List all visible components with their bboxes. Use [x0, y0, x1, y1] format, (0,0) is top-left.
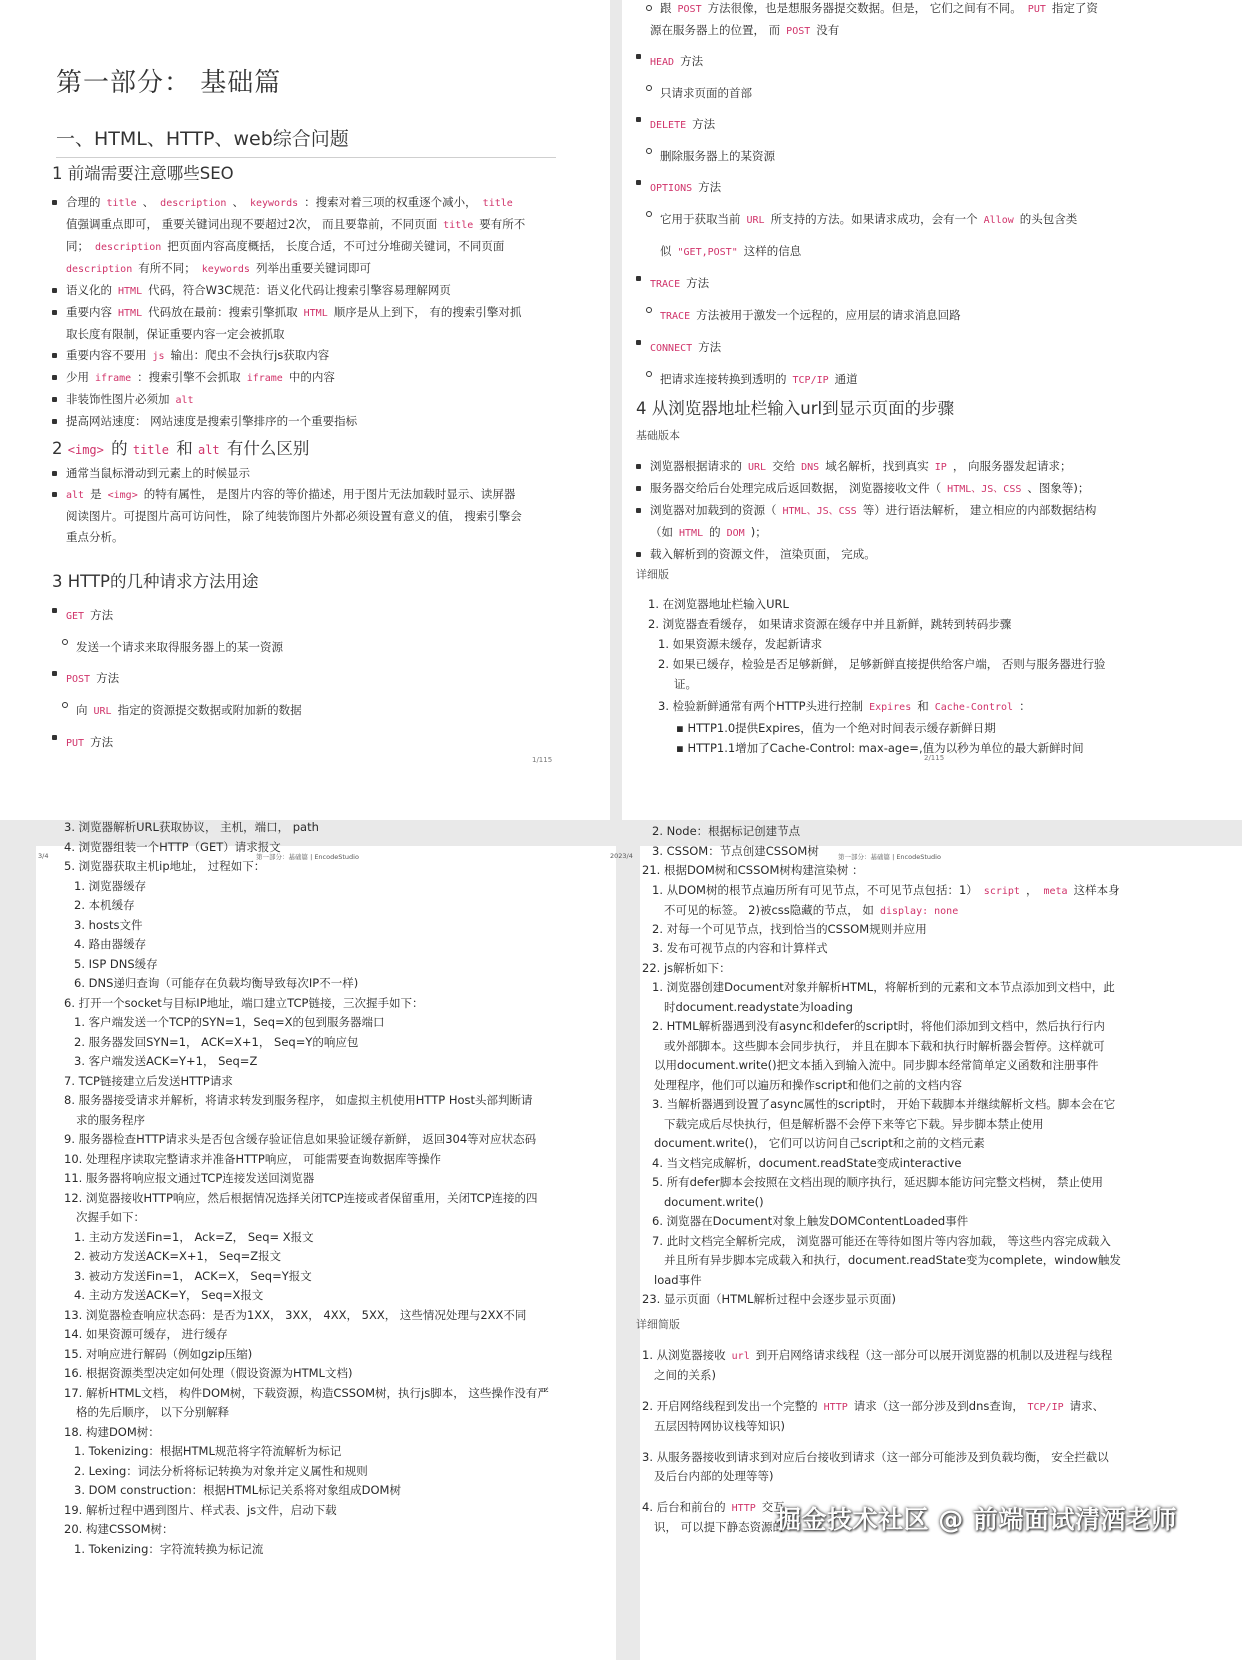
step-line: 20. 构建CSSOM树：	[64, 1522, 174, 1536]
step-line: document.write()， 它们可以访问自己script和之前的文档元素	[654, 1136, 985, 1150]
text-run: 方法	[698, 340, 722, 354]
step-line: 4. 路由器缓存	[74, 937, 147, 951]
text-run: 交给	[772, 459, 796, 473]
page-date: 3/4	[38, 852, 49, 860]
text-run: ，	[1025, 882, 1038, 897]
text-run: ， 向服务器发起请求；	[952, 459, 1072, 473]
list-item	[634, 364, 1224, 396]
section-heading-url: 4 从浏览器地址栏输入url到显示页面的步骤	[636, 399, 955, 418]
basic-version-label: 基础版本	[636, 429, 680, 442]
step-line: 6. DNS递归查询（可能存在负载均衡导致每次IP不一样)	[74, 976, 359, 990]
code-token: TRACE	[650, 279, 687, 290]
list-item	[50, 506, 570, 527]
step-line: 5. 所有defer脚本会按照在文档出现的顺序执行，延迟脚本能访问完整文档树， 禁止使用	[652, 1175, 1104, 1189]
step-line: 3. 当解析器遇到设置了async属性的script时， 开始下载脚本并继续解析文档。脚本会在它	[652, 1097, 1116, 1111]
list-item	[50, 236, 570, 258]
step-line: 处理程序，他们可以遍历和操作script和他们之前的文档内容	[654, 1077, 963, 1092]
text-run: 1. 从DOM树的根节点遍历所有可见节点，不可见节点包括：1）	[652, 882, 978, 897]
list-item	[50, 367, 570, 389]
code-token: display: none	[873, 906, 959, 917]
step-line: 次握手如下：	[76, 1210, 145, 1224]
text-run: 、	[142, 195, 155, 209]
code-token: keywords	[195, 264, 256, 275]
code-token: description	[89, 242, 168, 253]
list-item	[50, 258, 570, 280]
detail-step: 1. 在浏览器地址栏输入URL	[648, 597, 789, 611]
page-number: 1/115	[532, 756, 553, 764]
detail-step: 1. 如果资源未缓存，发起新请求	[658, 637, 823, 651]
step-line: 3. 浏览器解析URL获取协议， 主机，端口， path	[64, 820, 319, 834]
text-run: 中的内容	[288, 370, 335, 384]
text-run: 浏览器对加载到的资源（	[650, 503, 777, 517]
step-line: 并且所有异步脚本完成载入和执行，document.readState变为complete，window触发	[664, 1253, 1121, 1267]
brief-line	[634, 1448, 1234, 1467]
step: 21. 根据DOM树和CSSOM树构建渲染树 ：	[642, 863, 864, 877]
img-attr-list	[50, 463, 570, 548]
code-token: DELETE	[650, 120, 693, 131]
step-line: 以用document.write()把文本插入到输入流中。同步脚本经常简单定义函数和注册事件	[654, 1058, 1099, 1072]
list-item	[634, 478, 1224, 500]
list-item	[634, 500, 1224, 522]
list-item	[50, 192, 570, 214]
step-line: 11. 服务器将响应报文通过TCP连接发送回浏览器	[64, 1171, 315, 1185]
text-run: 方法很像，也是想服务器提交数据。但是， 它们之间有不同。	[707, 1, 1022, 15]
text-run: 有什么区别	[226, 439, 310, 458]
list-item	[50, 484, 570, 506]
text-run: 有所不同；	[138, 261, 196, 275]
list-item	[50, 389, 570, 411]
step-line: 23. 显示页面（HTML解析过程中会逐步显示页面)	[642, 1292, 896, 1306]
code-token: GET	[66, 611, 91, 622]
code-token: keywords	[243, 198, 305, 209]
step	[630, 901, 1230, 922]
step-line: 3. hosts文件	[74, 917, 143, 932]
step-line: 7. TCP链接建立后发送HTTP请求	[64, 1073, 233, 1088]
step-line: load事件	[654, 1272, 702, 1287]
code-token: Allow	[977, 215, 1020, 226]
code-token: HEAD	[650, 57, 681, 68]
step-line: 2. 对每一个可见节点，找到恰当的CSSOM规则并应用	[652, 921, 927, 936]
text-run: 取长度有限制，保证重要内容一定会被抓取	[66, 327, 285, 341]
text-run: 2	[52, 439, 68, 458]
code-token: HTML	[112, 286, 149, 297]
text-run: 的	[709, 525, 721, 539]
list-item	[634, 141, 1224, 172]
document-page-2	[622, 0, 1242, 820]
running-header: 第一部分：基础篇 | EncodeStudio	[838, 853, 941, 861]
text-run: 提高网站速度： 网站速度是搜索引擎排序的一个重要指标	[66, 414, 358, 428]
brief-line	[634, 1467, 1234, 1486]
step-line: 3. 客户端发送ACK=Y+1， Seq=Z	[74, 1054, 258, 1068]
step-line: 9. 服务器检查HTTP请求头是否包含缓存验证信息如果验证缓存新鲜， 返回304等对应状态码	[64, 1132, 537, 1146]
text-run: 源在服务器上的位置， 而	[650, 23, 781, 37]
cache-heading	[636, 696, 1226, 718]
code-token: title	[476, 198, 513, 209]
step-line: 格的先后顺序， 以下分别解释	[76, 1405, 230, 1419]
step-line: 2. HTML解析器遇到没有async和defer的script时，将他们添加到文档中，然后执行行内	[652, 1019, 1105, 1033]
section-heading-img	[52, 435, 309, 459]
code-token: URL	[87, 706, 118, 717]
list-item	[50, 280, 570, 302]
step-line: 4. 当文档完成解析，document.readState变成interactive	[652, 1155, 962, 1170]
list-item	[50, 663, 570, 695]
code-token: <img>	[101, 490, 144, 501]
list-item	[50, 345, 570, 367]
text-run: 代码放在最前：搜索引擎抓取	[148, 305, 298, 319]
code-token: script	[977, 885, 1026, 897]
text-run: 通常当鼠标滑动到元素上的时候显示	[66, 466, 250, 480]
list-item	[50, 727, 570, 759]
code-token: alt	[169, 395, 194, 406]
step-line: 求的服务程序	[76, 1112, 145, 1127]
text-run: 要有所不	[479, 217, 526, 231]
brief-line	[634, 1346, 1234, 1366]
code-token: alt	[66, 490, 91, 501]
code-token: HTTP	[725, 1503, 762, 1514]
detail-step: 证。	[674, 677, 697, 691]
text-run: 服务器交给后台处理完成后返回数据， 浏览器接收文件（	[650, 481, 942, 495]
step-line: 16. 根据资源类型决定如何处理（假设资源为HTML文档)	[64, 1366, 353, 1380]
text-run: 3. 检验新鲜通常有两个HTTP头进行控制	[658, 699, 864, 713]
code-token: POST	[780, 26, 817, 37]
text-run: 阅读图片。可提图片高可访问性， 除了纯装饰图片外都必须设置有意义的值， 搜索引擎会	[66, 509, 522, 523]
text-run: 方法	[692, 117, 716, 131]
code-token: "GET,POST"	[671, 247, 744, 258]
step-line: 15. 对响应进行解码（例如gzip压缩)	[64, 1346, 253, 1361]
text-run: 请求、	[1069, 1399, 1105, 1413]
step-line: 6. 打开一个socket与目标IP地址，端口建立TCP链接，三次握手如下：	[64, 995, 424, 1010]
step-line: 2. 被动方发送ACK=X+1， Seq=Z报文	[74, 1249, 282, 1263]
detail-step: 2. 浏览器查看缓存， 如果请求资源在缓存中并且新鲜，跳转到转码步骤	[648, 617, 1012, 631]
code-token: iframe	[240, 373, 289, 384]
text-run: 方法	[686, 276, 710, 290]
part-title: 第一部分： 基础篇	[56, 68, 282, 98]
text-run: 只请求页面的首部	[660, 86, 752, 100]
text-run: 指定了资	[1051, 1, 1098, 15]
text-run: 值强调重点即可， 重要关键词出现不要超过2次， 而且要靠前，不同页面	[66, 217, 438, 231]
detail-version-label: 详细版	[636, 568, 669, 581]
text-run: 及后台内部的处理等等)	[654, 1469, 774, 1483]
http-method-list-cont	[634, 46, 1224, 396]
text-run: 所支持的方法。如果请求成功，会有一个	[770, 212, 978, 226]
section-heading-http: 3 HTTP的几种请求方法用途	[52, 572, 259, 591]
step-line: 22. js解析如下：	[642, 960, 731, 975]
cache-item: ▪ HTTP1.0提供Expires，值为一个绝对时间表示缓存新鲜日期	[676, 721, 996, 735]
code-token: iframe	[89, 373, 138, 384]
text-run: （如	[650, 525, 673, 539]
text-run: 4. 后台和前台的	[642, 1500, 726, 1514]
text-run: 的特有属性， 是图片内容的等价描述，用于图片无法加载时显示、读屏器	[143, 487, 516, 501]
text-run: 没有	[816, 23, 840, 37]
step-line: 19. 解析过程中遇到图片、样式表、js文件，启动下载	[64, 1502, 337, 1517]
code-token: TCP/IP	[1027, 1402, 1070, 1413]
text-run: 通道	[834, 372, 858, 386]
list-item	[634, 46, 1224, 78]
brief-version-label: 详细简版	[636, 1318, 680, 1331]
step: 2. Node：根据标记创建节点	[652, 824, 801, 838]
step-line: 12. 浏览器接收HTTP响应，然后根据情况选择关闭TCP连接或者保留重用，关闭TCP连接的四	[64, 1190, 538, 1205]
text-run: 输出：爬虫不会执行js获取内容	[170, 348, 330, 362]
text-run: 把页面内容高度概括， 长度合适，不可过分堆砌关键词，不同页面	[167, 239, 505, 253]
step-line: 6. 浏览器在Document对象上触发DOMContentLoaded事件	[652, 1214, 969, 1228]
list-item	[634, 0, 1224, 20]
page-number: 2/115	[924, 754, 945, 762]
step: 3. CSSOM：节点创建CSSOM树	[652, 843, 819, 858]
text-run: 向	[76, 703, 88, 717]
code-token: TRACE	[660, 311, 697, 322]
text-run: 发送一个请求来取得服务器上的某一资源	[76, 640, 283, 654]
text-run: 之间的关系)	[654, 1368, 716, 1382]
code-token: DOM	[720, 528, 751, 539]
text-run: 合理的	[66, 195, 101, 209]
step-line: 4. 主动方发送ACK=Y， Seq=X报文	[74, 1288, 264, 1302]
text-run: 少用	[66, 370, 89, 384]
code-token: POST	[66, 674, 97, 685]
brief-line	[634, 1397, 1234, 1417]
text-run: 跟	[660, 1, 672, 15]
code-token: OPTIONS	[650, 183, 699, 194]
list-item	[634, 522, 1224, 544]
text-run: 语义化的	[66, 283, 112, 297]
list-item	[50, 411, 570, 432]
list-item	[634, 544, 1224, 564]
code-token: POST	[671, 4, 708, 15]
code-token: meta	[1037, 885, 1074, 897]
text-run: 不可见的标签。 2)被css隐藏的节点， 如	[664, 903, 874, 917]
chapter-title: 一、HTML、HTTP、web综合问题	[56, 124, 556, 158]
code-token: <img>	[67, 443, 112, 457]
step-line: 1. 主动方发送Fin=1， Ack=Z， Seq= X报文	[74, 1229, 314, 1244]
code-token: js	[146, 351, 171, 362]
code-token: IP	[928, 462, 953, 473]
text-run: 等）进行语法解析， 建立相应的内部数据结构	[862, 503, 1097, 517]
code-token: title	[437, 220, 480, 231]
text-run: 重要内容	[66, 305, 112, 319]
list-item	[634, 332, 1224, 364]
code-token: PUT	[1021, 4, 1052, 15]
list-item	[50, 695, 570, 727]
text-run: 指定的资源提交数据或附加新的数据	[117, 703, 302, 717]
code-token: HTML、JS、CSS	[776, 506, 863, 517]
code-token: HTTP	[817, 1402, 854, 1413]
step-line: 14. 如果资源可缓存， 进行缓存	[64, 1327, 228, 1341]
step-line: document.write()	[664, 1194, 764, 1209]
code-token: url	[725, 1351, 756, 1362]
text-run: 载入解析到的资源文件， 渲染页面， 完成。	[650, 547, 876, 561]
text-run: 同；	[66, 239, 89, 253]
step-line: 10. 处理程序读取完整请求并准备HTTP响应， 可能需要查询数据库等操作	[64, 1151, 442, 1166]
code-token: title	[132, 443, 177, 457]
text-run: 重要内容不要用	[66, 348, 147, 362]
text-run: 、	[232, 195, 244, 209]
step-line: 7. 此时文档完全解析完成， 浏览器可能还在等待如图片等内容加载， 等这些内容完成载入	[652, 1233, 1111, 1248]
step-line: 17. 解析HTML文档， 构件DOM树，下载资源，构造CSSOM树，执行js脚本， 这些操作没有严	[64, 1385, 549, 1400]
code-token: HTML	[297, 308, 334, 319]
text-run: )；	[750, 525, 767, 539]
text-run: 删除服务器上的某资源	[660, 149, 775, 163]
step-line: 2. 本机缓存	[74, 898, 135, 912]
text-run: 代码，符合W3C规范：语义化代码让搜索引擎容易理解网页	[148, 283, 451, 297]
code-token: Expires	[863, 702, 918, 713]
text-run: 3. 从服务器接收到请求到对应后台接收到请求（这一部分可能涉及到负载均衡， 安全拦截以	[642, 1450, 1109, 1464]
step-line: 时document.readystate为loading	[664, 999, 853, 1014]
text-run: 的头包含类	[1019, 212, 1078, 226]
text-run: 到开启网络请求线程（这一部分可以展开浏览器的机制以及进程与线程	[755, 1348, 1113, 1362]
text-run: 列举出重要关键词即可	[255, 261, 371, 275]
text-run: 方法	[96, 671, 120, 685]
text-run: 方法	[698, 180, 722, 194]
list-item	[50, 527, 570, 548]
step-line: 3. DOM construction：根据HTML标记关系将对象组成DOM树	[74, 1483, 401, 1497]
list-item	[50, 600, 570, 632]
js-steps	[630, 920, 1230, 1310]
code-token: description	[66, 264, 139, 275]
code-token: HTML	[112, 308, 149, 319]
list-item	[634, 204, 1224, 236]
list-item	[634, 268, 1224, 300]
step-line: 3. 发布可视节点的内容和计算样式	[652, 941, 828, 955]
text-run: 请求（这一部分涉及到dns查询，	[853, 1399, 1028, 1413]
text-run: 域名解析，找到真实	[825, 459, 929, 473]
detail-steps	[636, 594, 1226, 758]
step	[630, 881, 1230, 902]
detail-step: 2. 如果已缓存，检验是否足够新鲜， 足够新鲜直接提供给客户端， 否则与服务器进行验	[658, 657, 1106, 671]
brief-line	[634, 1366, 1234, 1385]
step-line: 1. Tokenizing：根据HTML规范将字符流解析为标记	[74, 1444, 342, 1458]
step-line: 1. 客户端发送一个TCP的SYN=1，Seq=X的包到服务器端口	[74, 1015, 385, 1029]
text-run: 方法被用于激发一个远程的，应用层的请求消息回路	[696, 308, 961, 322]
text-run: 这样本身	[1073, 882, 1120, 897]
list-item	[50, 302, 570, 324]
list-item	[634, 20, 1224, 42]
text-run: 这样的信息	[743, 244, 802, 258]
list-item	[634, 456, 1224, 478]
page-date: 2023/4	[610, 852, 633, 860]
text-run: 方法	[90, 735, 114, 749]
list-item	[50, 214, 570, 236]
code-token: CONNECT	[650, 343, 699, 354]
document-page-3	[36, 820, 616, 1660]
text-run: 它用于获取当前	[660, 212, 741, 226]
running-header: 第一部分：基础篇 | EncodeStudio	[256, 853, 359, 861]
step-line: 2. 服务器发回SYN=1， ACK=X+1， Seq=Y的响应包	[74, 1034, 359, 1049]
code-token: description	[154, 198, 233, 209]
list-item	[634, 300, 1224, 332]
put-desc-list	[634, 0, 1224, 42]
section-heading-seo: 1 前端需要注意哪些SEO	[52, 164, 234, 183]
document-page-1	[0, 0, 610, 820]
code-token: DNS	[795, 462, 826, 473]
text-run: 交互	[761, 1500, 785, 1514]
cache-item: ▪ HTTP1.1增加了Cache-Control: max-age=,值为以秒为单位的最大新鲜时间	[676, 741, 1084, 755]
code-token: Cache-Control	[928, 702, 1020, 713]
steps-list	[52, 818, 612, 1559]
text-run: 的	[111, 439, 133, 458]
code-token: PUT	[66, 738, 91, 749]
text-run: 1. 从浏览器接收	[642, 1348, 726, 1362]
code-token: URL	[740, 215, 771, 226]
code-token: HTML、JS、CSS	[941, 484, 1028, 495]
step-line: 1. 浏览器创建Document对象并解析HTML，将解析到的元素和文本节点添加到文档中，此	[652, 980, 1115, 994]
text-run: 把请求连接转换到透明的	[660, 372, 787, 386]
list-item	[50, 463, 570, 484]
text-run: ：搜索引擎不会抓取	[137, 370, 241, 384]
step-line: 3. 被动方发送Fin=1， ACK=X， Seq=Y报文	[74, 1268, 312, 1283]
basic-steps-list	[634, 456, 1224, 564]
step-line: 5. ISP DNS缓存	[74, 956, 158, 971]
text-run: 似	[660, 244, 672, 258]
http-method-list	[50, 600, 570, 759]
text-run: ：	[1019, 699, 1031, 713]
text-run: 、图象等)；	[1027, 481, 1090, 495]
step-line: 5. 浏览器获取主机ip地址， 过程如下：	[64, 859, 266, 873]
seo-list	[50, 192, 570, 432]
text-run: 非装饰性图片必须加	[66, 392, 170, 406]
list-item	[634, 172, 1224, 204]
brief-line	[634, 1417, 1234, 1436]
step-line: 或外部脚本。这些脚本会同步执行， 并且在脚本下载和执行时解析器会暂停。这样就可	[664, 1038, 1105, 1053]
text-run: 和	[917, 699, 929, 713]
document-page-4	[610, 824, 1242, 1660]
code-token: URL	[742, 462, 773, 473]
code-token: alt	[197, 443, 227, 457]
step-line: 13. 浏览器检查响应状态码：是否为1XX， 3XX， 4XX， 5XX， 这些情况处理与2XX不同	[64, 1307, 527, 1322]
text-run: 顺序是从上到下， 有的搜索引擎对抓	[333, 305, 522, 319]
render-steps	[630, 822, 1230, 922]
step-line: 4. 浏览器组装一个HTTP（GET）请求报文	[64, 839, 281, 854]
text-run: 2. 开启网络线程到发出一个完整的	[642, 1399, 818, 1413]
step-line: 18. 构建DOM树：	[64, 1424, 160, 1439]
text-run: 重点分析。	[66, 530, 124, 544]
code-token: title	[100, 198, 143, 209]
list-item	[50, 632, 570, 663]
text-run: 和	[176, 439, 198, 458]
text-run: 识， 可以提下静态资源的	[654, 1520, 785, 1534]
code-token: HTML	[673, 528, 710, 539]
step-line: 1. Tokenizing：字符流转换为标记流	[74, 1541, 264, 1556]
list-item	[634, 78, 1224, 109]
watermark: 掘金技术社区 @ 前端面试清酒老师	[776, 1505, 1177, 1534]
code-token: TCP/IP	[786, 375, 835, 386]
step-line: 1. 浏览器缓存	[74, 878, 147, 893]
text-run: 五层因特网协议栈等知识)	[654, 1419, 785, 1433]
text-run: 浏览器根据请求的	[650, 459, 742, 473]
text-run: 是	[90, 487, 102, 501]
step-line: 下载完成后尽快执行，但是解析器不会停下来等它下载。异步脚本禁止使用	[664, 1116, 1044, 1131]
list-item	[634, 236, 1224, 268]
step-line: 2. Lexing：词法分析将标记转换为对象并定义属性和规则	[74, 1463, 368, 1478]
list-item	[50, 324, 570, 345]
text-run: 方法	[90, 608, 114, 622]
step-line: 8. 服务器接受请求并解析，将请求转发到服务程序， 如虚拟主机使用HTTP Host头部判断请	[64, 1093, 533, 1107]
text-run: 方法	[680, 54, 704, 68]
list-item	[634, 109, 1224, 141]
text-run: ：搜索对着三项的权重逐个减小，	[304, 195, 477, 209]
